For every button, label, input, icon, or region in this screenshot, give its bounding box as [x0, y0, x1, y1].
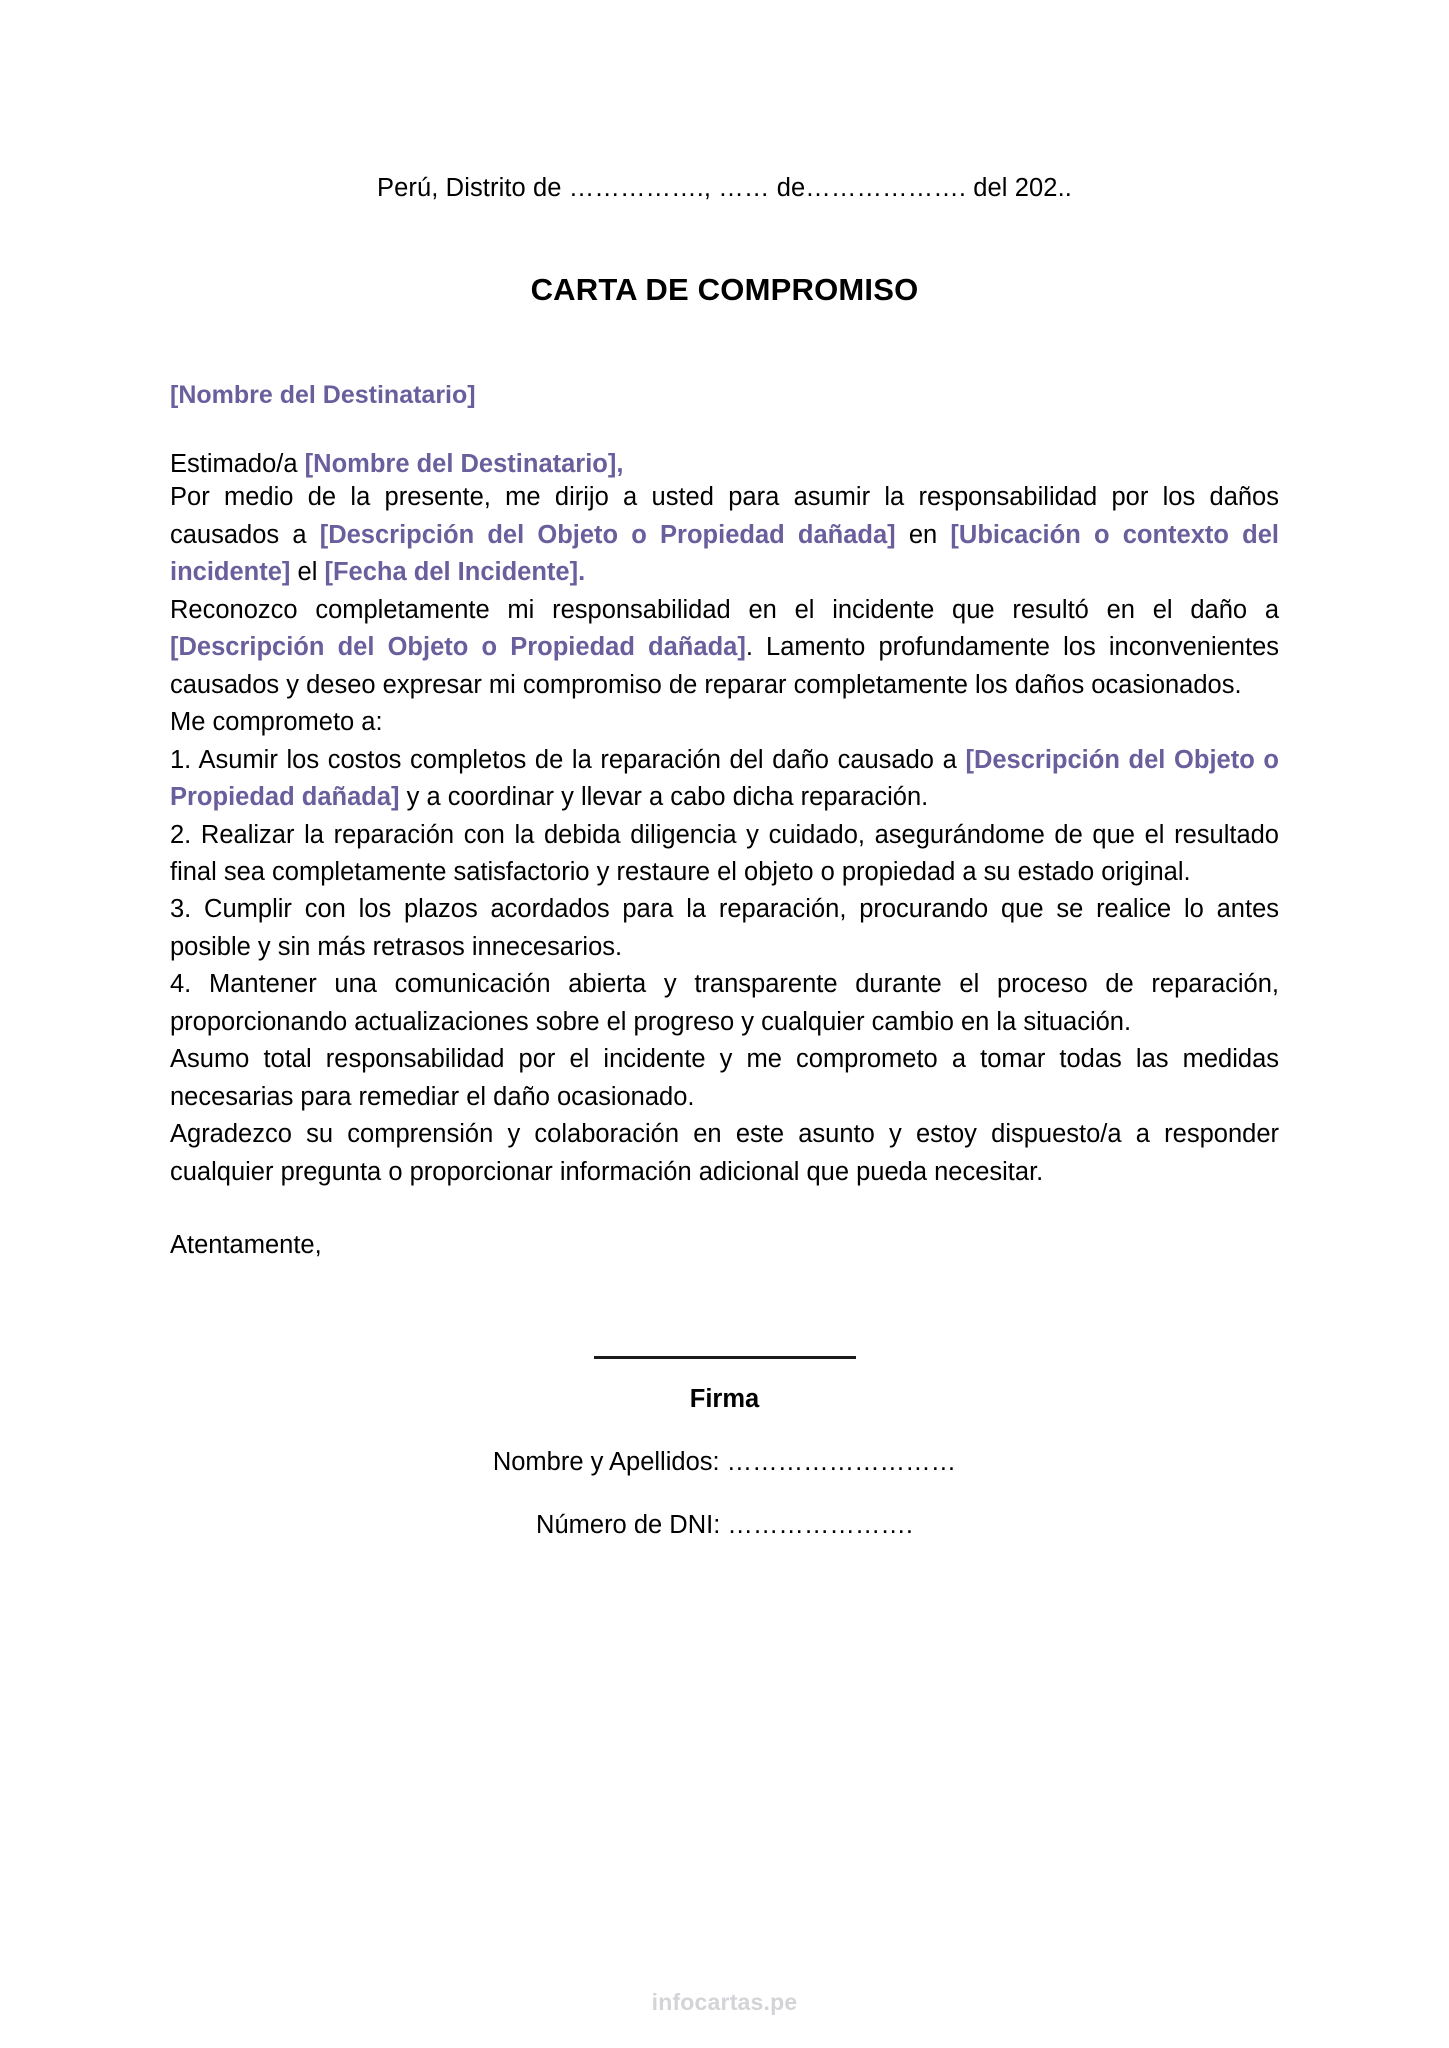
li1-seg2: y a coordinar y llevar a cabo dicha reparación.	[399, 783, 929, 812]
greeting-prefix: Estimado/a	[170, 450, 305, 479]
p1-seg2: en	[895, 520, 951, 549]
p1-seg1: Por medio de la presente, me dirijo a usted para asumir la responsabilidad por los daños causados a	[170, 483, 1279, 549]
p2-placeholder-object: [Descripción del Objeto o Propiedad dañada]	[170, 633, 746, 662]
document-content	[170, 0, 1279, 1540]
dni-number-field: Número de DNI: ………………….	[536, 1511, 913, 1540]
p1-placeholder-date: [Fecha del Incidente]	[324, 558, 579, 587]
date-location-line: Perú, Distrito de ……………., …… de………………. del 202..	[377, 174, 1072, 202]
full-name-field: Nombre y Apellidos: ………………………	[492, 1448, 957, 1477]
p2-seg1: Reconozco completamente mi responsabilidad en el incidente que resultó en el daño a	[170, 595, 1279, 624]
list-item	[170, 817, 1279, 892]
signature-line	[594, 1356, 856, 1359]
page-title: CARTA DE COMPROMISO	[530, 272, 919, 308]
body-section	[170, 479, 1279, 1191]
signature-block	[170, 1356, 1279, 1540]
li1-seg1: 1. Asumir los costos completos de la reparación del daño causado a	[170, 745, 966, 774]
list-item	[170, 891, 1279, 966]
paragraph-responsibility-intro	[170, 479, 1279, 591]
p2-seg2: . Lamento profundamente los inconvenientes causados y deseo expresar mi compromiso de reparar completamente los daños ocasionados.	[170, 633, 1280, 699]
recipient-placeholder: [Nombre del Destinatario]	[170, 381, 476, 410]
li1-placeholder-object: [Descripción del Objeto o Propiedad dañada]	[170, 745, 1279, 812]
p1-seg3: el	[290, 558, 325, 587]
site-watermark: infocartas.pe	[651, 1989, 798, 2015]
paragraph-total-responsibility: Asumo total responsabilidad por el incidente y me comprometo a tomar todas las medidas necesarias para remediar el daño ocasionado.	[170, 1045, 1279, 1111]
li4-seg1: 4. Mantener una comunicación abierta y transparente durante el proceso de reparación, proporcionando actualizaciones sobre el progreso y cualquier cambio en la situación.	[170, 970, 1279, 1036]
paragraph-acknowledgement	[170, 592, 1279, 704]
paragraph-commitment-lead: Me comprometo a:	[170, 708, 383, 737]
greeting-line	[170, 450, 1279, 479]
p1-seg4: .	[578, 558, 586, 587]
li2-seg1: 2. Realizar la reparación con la debida diligencia y cuidado, asegurándome de que el resultado final sea completamente satisfactorio y restaure el objeto o propiedad a su estado original.	[170, 820, 1279, 886]
list-item	[170, 742, 1279, 817]
list-item	[170, 966, 1279, 1041]
closing-salutation: Atentamente,	[170, 1231, 322, 1260]
greeting-recipient-placeholder: [Nombre del Destinatario],	[304, 450, 624, 479]
p1-placeholder-object: [Descripción del Objeto o Propiedad dañada]	[319, 520, 896, 549]
signature-label: Firma	[689, 1385, 760, 1414]
paragraph-gratitude: Agradezco su comprensión y colaboración en este asunto y estoy dispuesto/a a responder cualquier pregunta o proporcionar información adicional que pueda necesitar.	[170, 1120, 1279, 1186]
p1-placeholder-location: [Ubicación o contexto del incidente]	[170, 520, 1279, 587]
li3-seg1: 3. Cumplir con los plazos acordados para la reparación, procurando que se realice lo antes posible y sin más retrasos innecesarios.	[170, 895, 1279, 961]
